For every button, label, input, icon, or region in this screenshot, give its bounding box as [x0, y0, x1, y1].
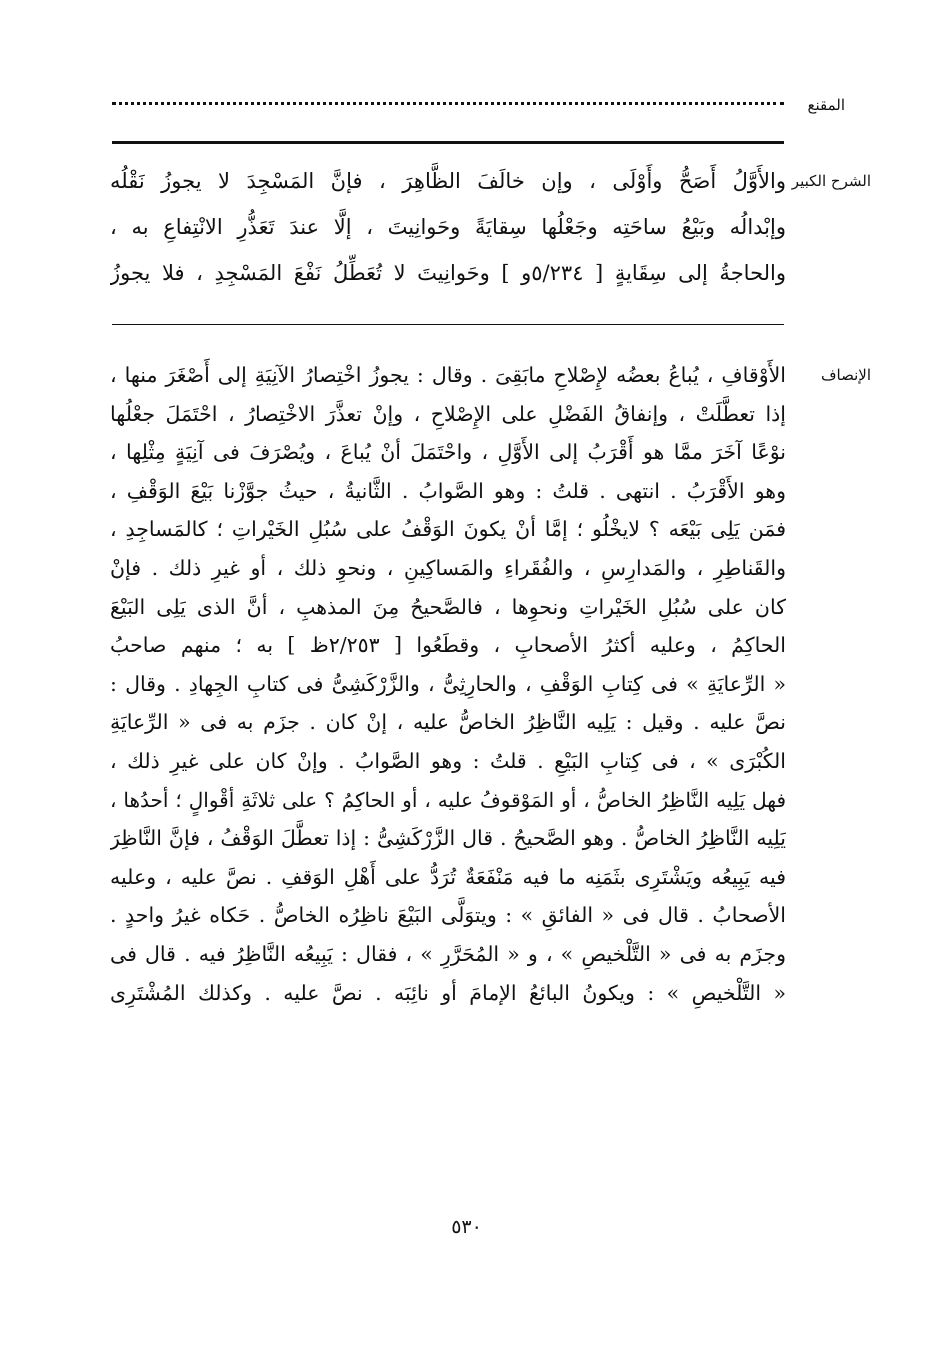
margin-label-sharh: الشرح الكبير [791, 172, 871, 190]
sharh-line: وإبْدالُه وبَيْعُ ساحَتِه وجَعْلُها سِقايَةً وحَوانِيتَ ، إلَّا عندَ تَعَذُّرِ الانْتِفاعِ به ، [110, 215, 786, 239]
insaf-line: نوْعًا آخَرَ ممَّا هو أَقْرَبُ إلى الأَوَّلِ ، واحْتَمَلَ أنْ يُباعَ ، ويُصْرَفَ فى آنِيَةٍ مِثْلِها ، [110, 440, 786, 465]
insaf-line: فمَن يَلِى بَيْعَه ؟ لايخْلُو ؛ إمَّا أنْ يكونَ الوَقْفُ على سُبُلِ الخَيْراتِ ؛ كالمَساجِدِ ، [110, 517, 786, 542]
insaf-line: كان على سُبُلِ الخَيْراتِ ونحوِها ، فالصَّحيحُ مِنَ المذهبِ ، أنَّ الذى يَلِى البَيْعَ [110, 594, 786, 619]
insaf-line: وجزَم به فى « التَّلْخيصِ » ، و « المُحَرَّرِ » ، فقال : يَبِيعُه النَّاظِرُ فيه . قال فى [110, 941, 786, 966]
sharh-line: والأَوَّلُ أَصَحُّ وأَوْلَى ، وإن خالَفَ الظَّاهِرَ ، فإنَّ المَسْجِدَ لا يجوزُ نَقْلُه [110, 169, 786, 193]
insaf-line: إذا تعطَّلَتْ ، وإنفاقُ الفَضْلِ على الإِصْلاحِ ، وإنْ تعذَّرَ الاخْتِصارُ ، احْتَمَلَ جعْلُها [110, 401, 786, 426]
insaf-line: يَلِيه النَّاظِرُ الخاصُّ . وهو الصَّحيحُ . قال الزَّرْكَشِىُّ : إذا تعطَّلَ الوَقْفُ ، فإنَّ النَّاظِرَ [110, 826, 786, 851]
insaf-line: الأَوْقافِ ، يُباعُ بعضُه لإِصْلاحِ مابَقِىَ . وقال : يجوزُ اخْتِصارُ الآنِيَةِ إلى أَصْغَرَ منها ، [110, 363, 786, 387]
section-divider [112, 324, 784, 325]
insaf-line: « الرِّعايَةِ » فى كِتابِ الوَقْفِ ، والحارِثِىُّ ، والزَّرْكَشِىُّ فى كتابِ الجِهادِ . وقال : [110, 671, 786, 696]
insaf-line: نصَّ عليه . وقيل : يَلِيه النَّاظِرُ الخاصُّ عليه ، إنْ كان . جزَم به فى « الرِّعايَةِ [110, 710, 786, 735]
page-number: ٥٣٠ [451, 1216, 482, 1238]
insaf-line: فيه يَبِيعُه ويَشْتَرِى بثَمَنِه ما فيه مَنْفَعَةٌ تُرَدُّ على أَهْلِ الوَقفِ . نصَّ عليه ، وعليه [110, 864, 786, 889]
insaf-line: الأصحابُ . قال فى « الفائقِ » : ويتوَلَّى البَيْعَ ناظِرُه الخاصُّ . حَكاه غيرُ واحدٍ . [110, 903, 786, 928]
sharh-text [110, 158, 786, 296]
header-rule [112, 141, 784, 144]
running-title: المقنع [807, 96, 845, 114]
insaf-line: وهو الأَقْرَبُ . انتهى . قلتُ : وهو الصَّوابُ . الثَّانيةُ ، حيثُ جوَّزْنا بَيْعَ الوَقْفِ ، [110, 478, 786, 503]
insaf-line: والقَناطِرِ ، والمَدارِسِ ، والفُقَراءِ والمَساكِينِ ، ونحوِ ذلك ، أو غيرِ ذلك . فإنْ [110, 555, 786, 580]
insaf-line: « التَّلْخيصِ » : ويكونُ البائعُ الإمامَ أو نائِبَه . نصَّ عليه . وكذلك المُشْتَرِى [110, 980, 786, 1005]
sharh-line: والحاجةُ إلى سِقَايةٍ [ ٥/٢٣٤و ] وحَوانِيتَ لا تُعَطِّلُ نَفْعَ المَسْجِدِ ، فلا يجوزُ [110, 261, 786, 285]
margin-label-insaf: الإنصاف [820, 366, 871, 384]
header-dotted-leader [112, 102, 784, 105]
insaf-line: الكُبْرَى » ، فى كِتابِ البَيْعِ . قلتُ : وهو الصَّوابُ . وإنْ كان على غيرِ ذلك ، [110, 748, 786, 773]
insaf-line: الحاكِمُ ، وعليه أكثرُ الأصحابِ ، وقطَعُوا [ ٢/٢٥٣ظ ] به ؛ منهم صاحبُ [110, 633, 786, 658]
insaf-line: فهل يَلِيه النَّاظِرُ الخاصُّ ، أو المَوْقوفُ عليه ، أو الحاكِمُ ؟ على ثلاثَةِ أقْوالٍ ؛ أحدُها ، [110, 787, 786, 812]
insaf-text [110, 356, 786, 1012]
